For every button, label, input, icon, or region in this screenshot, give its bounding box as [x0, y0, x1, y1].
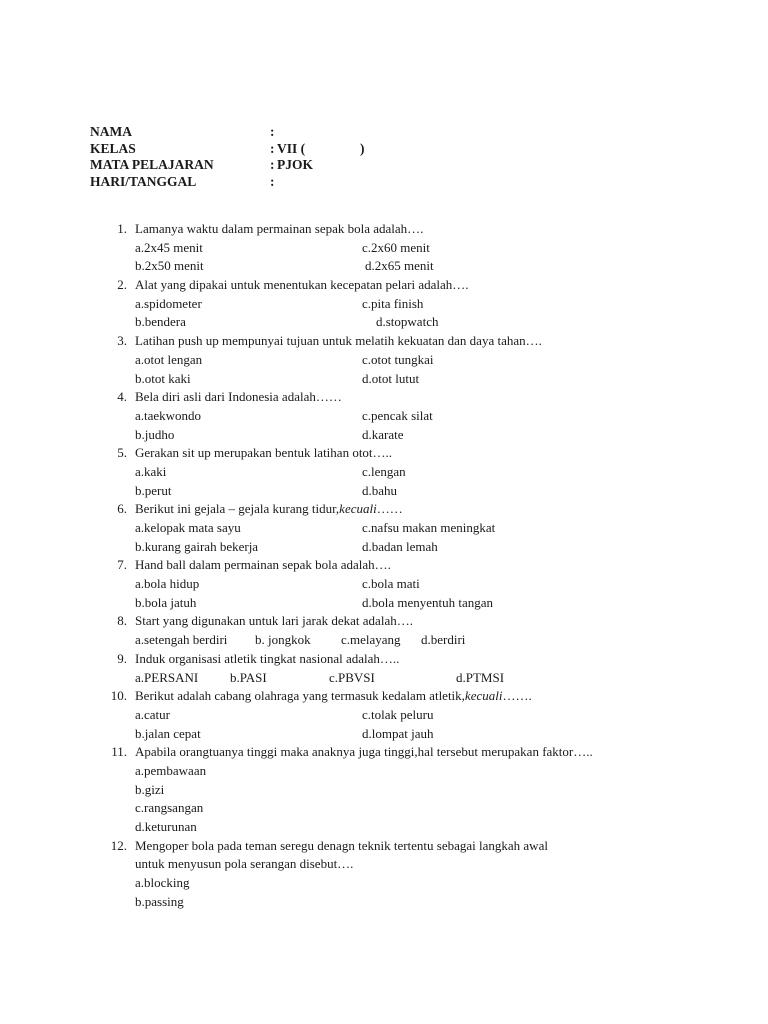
question-text	[135, 500, 403, 519]
mapel-colon: :	[270, 157, 275, 172]
option-d: d.bola menyentuh tangan	[362, 594, 494, 610]
question-text: Bela diri asli dari Indonesia adalah……	[135, 389, 342, 405]
kelas-close-paren: )	[360, 140, 365, 156]
question-text: Apabila orangtuanya tinggi maka anaknya juga tinggi,hal tersebut merupakan faktor…..	[135, 744, 593, 760]
question-item	[0, 444, 768, 500]
hari-label: HARI/TANGGAL	[90, 173, 197, 189]
option-d: d.stopwatch	[376, 314, 439, 330]
option-b: b.perut	[135, 482, 172, 498]
option-a: a.catur	[135, 706, 171, 722]
option-b: b.kurang gairah bekerja	[135, 538, 259, 554]
question-number: 8.	[117, 613, 127, 629]
mapel-label: MATA PELAJARAN	[90, 157, 214, 172]
question-text-main: Berikut adalah cabang olahraga yang termasuk kedalam atletik,	[135, 688, 465, 704]
question-item	[0, 837, 768, 912]
option-d: d.otot lutut	[362, 370, 420, 386]
question-text-ellipsis: …….	[502, 688, 532, 704]
option-c: c.pencak silat	[362, 407, 433, 423]
question-number: 4.	[117, 389, 127, 405]
option-c: c.lengan	[362, 463, 406, 479]
option-d: d.badan lemah	[362, 538, 438, 554]
question-item	[0, 556, 768, 612]
option-b: b.bola jatuh	[135, 594, 197, 610]
nama-label: NAMA	[90, 124, 132, 139]
question-text: Induk organisasi atletik tingkat nasional adalah…..	[135, 650, 400, 666]
option-c: c.pita finish	[362, 295, 424, 311]
question-list	[0, 220, 768, 911]
question-text-emphasis: kecuali	[339, 501, 377, 517]
option-d: d.karate	[362, 426, 404, 442]
kelas-label: KELAS	[90, 140, 136, 156]
question-text: Latihan push up mempunyai tujuan untuk melatih kekuatan dan daya tahan….	[135, 333, 542, 349]
option-b: b.otot kaki	[135, 370, 191, 386]
kelas-colon: :	[270, 140, 275, 156]
option-b: b.gizi	[135, 781, 165, 797]
question-item	[0, 687, 768, 743]
question-number: 9.	[117, 650, 127, 666]
option-b: b.PASI	[230, 669, 267, 685]
option-c: c.rangsangan	[135, 800, 204, 816]
question-text: Lamanya waktu dalam permainan sepak bola adalah….	[135, 221, 424, 236]
option-a: a.2x45 menit	[135, 239, 203, 255]
option-c: c.2x60 menit	[362, 239, 430, 255]
question-item	[0, 388, 768, 444]
option-a: a.blocking	[135, 875, 190, 891]
option-a: a.kelopak mata sayu	[135, 520, 241, 535]
question-item	[0, 332, 768, 388]
question-text: Hand ball dalam permainan sepak bola adalah….	[135, 557, 391, 573]
question-text-emphasis: kecuali	[464, 688, 503, 704]
question-number: 11.	[111, 744, 127, 760]
option-b: b.jalan cepat	[135, 725, 201, 741]
option-c: c.PBVSI	[329, 669, 375, 685]
option-a: a.setengah berdiri	[135, 632, 228, 648]
question-text-main: Berikut ini gejala – gejala kurang tidur,	[135, 501, 340, 517]
question-number: 5.	[117, 445, 127, 461]
question-text	[135, 687, 532, 706]
question-text: Mengoper bola pada teman seregu denagn teknik tertentu sebagai langkah awal	[135, 837, 548, 853]
question-number: 3.	[117, 333, 127, 349]
mapel-value: PJOK	[277, 157, 313, 172]
question-text: Alat yang dipakai untuk menentukan kecepatan pelari adalah….	[135, 277, 469, 293]
option-d: d.2x65 menit	[365, 258, 434, 274]
question-number: 2.	[117, 277, 127, 293]
option-c: c.bola mati	[362, 576, 420, 592]
question-number: 1.	[117, 221, 127, 236]
option-a: a.spidometer	[135, 295, 202, 311]
option-a: a.pembawaan	[135, 762, 207, 778]
option-d: d.PTMSI	[456, 669, 505, 685]
question-item	[0, 276, 768, 332]
hari-colon: :	[270, 173, 275, 189]
question-text-ellipsis: ……	[376, 501, 403, 517]
question-number: 7.	[117, 557, 127, 573]
option-d: d.berdiri	[421, 632, 466, 648]
option-b: b.passing	[135, 893, 184, 909]
option-a: a.taekwondo	[135, 407, 202, 423]
option-d: d.lompat jauh	[362, 725, 434, 741]
question-number: 6.	[117, 501, 127, 517]
option-b: b.bendera	[135, 314, 186, 330]
option-a: a.PERSANI	[135, 669, 199, 685]
option-b: b.2x50 menit	[135, 258, 204, 274]
question-number: 12.	[110, 837, 127, 853]
option-d: d.bahu	[362, 482, 398, 498]
option-b: b. jongkok	[255, 632, 311, 648]
option-a: a.kaki	[135, 463, 167, 479]
question-item	[0, 650, 768, 687]
option-c: c.otot tungkai	[362, 351, 434, 367]
kelas-value: VII (	[277, 140, 306, 156]
question-text-continued: untuk menyusun pola serangan disebut….	[135, 856, 354, 872]
question-text: Gerakan sit up merupakan bentuk latihan otot…..	[135, 445, 393, 461]
question-item	[0, 743, 768, 836]
nama-colon: :	[270, 124, 275, 139]
question-item	[0, 500, 768, 556]
question-item	[0, 612, 768, 649]
option-b: b.judho	[135, 426, 175, 442]
question-item	[0, 220, 768, 276]
option-a: a.bola hidup	[135, 576, 200, 592]
option-c: c.melayang	[341, 632, 401, 648]
question-number: 10.	[110, 688, 127, 704]
option-a: a.otot lengan	[135, 351, 203, 367]
option-d: d.keturunan	[135, 819, 197, 834]
option-c: c.nafsu makan meningkat	[362, 520, 496, 535]
question-text: Start yang digunakan untuk lari jarak dekat adalah….	[135, 613, 413, 629]
option-c: c.tolak peluru	[362, 706, 434, 722]
